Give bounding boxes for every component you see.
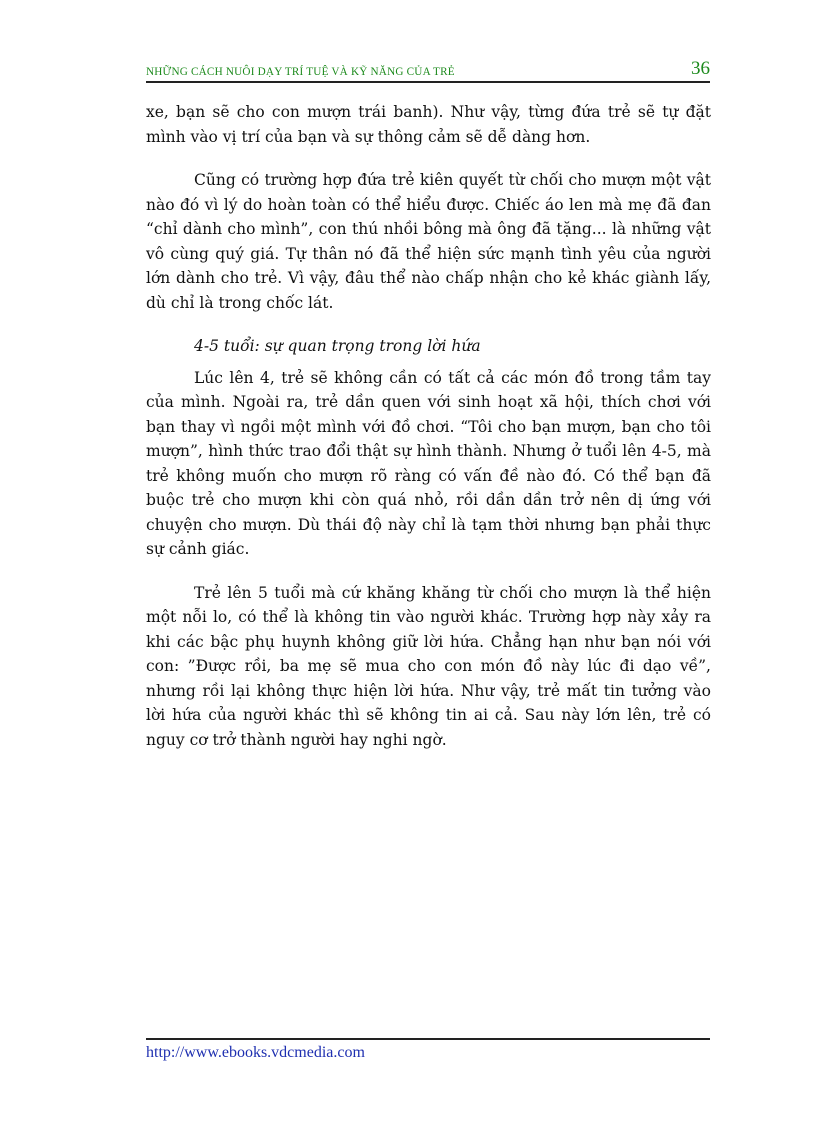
paragraph-2: Cũng có trường hợp đứa trẻ kiên quyết từ chối cho mượn một vật nào đó vì lý do hoàn toàn có thể hiểu được. Chiếc áo len mà mẹ đã đan “chỉ dành cho mình”, con thú nhồi bông mà ông đã tặng... là những vật vô cùng quý giá. Tự thân nó đã thể hiện sức mạnh tình yêu của người lớn dành cho trẻ. Vì vậy, đâu thể nào chấp nhận cho kẻ khác giành lấy, dù chỉ là trong chốc lát.: [146, 171, 711, 312]
footer-divider: [146, 1038, 710, 1040]
header-divider: [146, 81, 710, 83]
paragraph-4: Trẻ lên 5 tuổi mà cứ khăng khăng từ chối cho mượn là thể hiện một nỗi lo, có thể là không tin vào người khác. Trường hợp này xảy ra khi các bậc phụ huynh không giữ lời hứa. Chẳng hạn như bạn nói với con: ”Được rồi, ba mẹ sẽ mua cho con món đồ này lúc đi dạo về”, nhưng rồi lại không thực hiện lời hứa. Như vậy, trẻ mất tin tưởng vào lời hứa của người khác thì sẽ không tin ai cả. Sau này lớn lên, trẻ có nguy cơ trở thành người hay nghi ngờ.: [146, 583, 711, 749]
running-title: NHỮNG CÁCH NUÔI DẠY TRÍ TUỆ VÀ KỸ NĂNG CỦA TRẺ: [146, 66, 455, 78]
body-text: [146, 100, 711, 771]
page-number: 36: [691, 58, 710, 79]
page-header: [146, 58, 710, 82]
section-subheading: 4-5 tuổi: sự quan trọng trong lời hứa: [194, 337, 481, 355]
paragraph-1: xe, bạn sẽ cho con mượn trái banh). Như vậy, từng đứa trẻ sẽ tự đặt mình vào vị trí của bạn và sự thông cảm sẽ dễ dàng hơn.: [146, 103, 711, 146]
paragraph-3: Lúc lên 4, trẻ sẽ không cần có tất cả các món đồ trong tầm tay của mình. Ngoài ra, trẻ dần quen với sinh hoạt xã hội, thích chơi với bạn thay vì ngồi một mình với đồ chơi. “Tôi cho bạn mượn, bạn cho tôi mượn”, hình thức trao đổi thật sự hình thành. Nhưng ở tuổi lên 4-5, mà trẻ không muốn cho mượn rõ ràng có vấn đề nào đó. Có thể bạn đã buộc trẻ cho mượn khi còn quá nhỏ, rồi dần dần trở nên dị ứng với chuyện cho mượn. Dù thái độ này chỉ là tạm thời nhưng bạn phải thực sự cảnh giác.: [146, 368, 711, 558]
footer-url-link[interactable]: http://www.ebooks.vdcmedia.com: [146, 1044, 365, 1061]
